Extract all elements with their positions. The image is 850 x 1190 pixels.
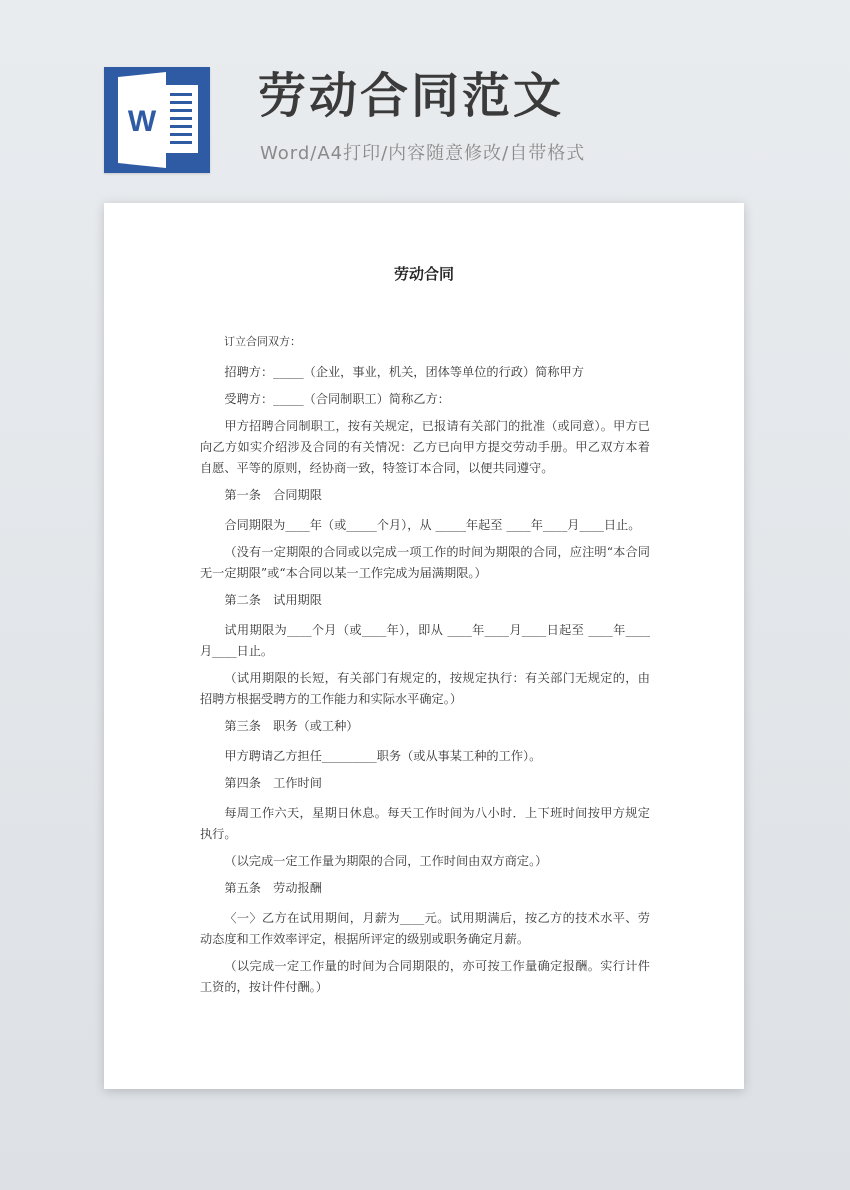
header-title: 劳动合同范文 (258, 68, 565, 124)
clause-heading-1: 第一条 合同期限 (224, 488, 322, 502)
clause-4-text: 每周工作六天，星期日休息。每天工作时间为八小时．上下班时间按甲方规定执行。 (200, 806, 650, 841)
document-page (104, 203, 744, 1089)
employee-line: 受聘方：_____（合同制职工）简称乙方： (224, 392, 450, 406)
document-body (200, 331, 650, 1004)
clause-5-text: 〈一〉乙方在试用期间，月薪为____元。试用期满后，按乙方的技术水平、劳动态度和工作效率评定，根据所评定的级别或职务确定月薪。 (200, 911, 650, 946)
clause-1-text: 合同期限为____年（或_____个月），从 _____年起至 ____年____月____日止。 (224, 518, 641, 532)
document-title: 劳动合同 (393, 265, 454, 283)
clause-heading-2: 第二条 试用期限 (224, 593, 322, 607)
word-icon-letter: W (127, 105, 157, 138)
clause-heading-5: 第五条 劳动报酬 (224, 881, 322, 895)
clause-heading-4: 第四条 工作时间 (224, 776, 322, 790)
clause-heading-3: 第三条 职务（或工种） (224, 719, 359, 733)
clause-5-note: （以完成一定工作量的时间为合同期限的，亦可按工作量确定报酬。实行计件工资的，按计件付酬。） (200, 959, 650, 994)
header-subtitle: Word/A4打印/内容随意修改/自带格式 (260, 143, 586, 164)
clause-2-note: （试用期限的长短，有关部门有规定的，按规定执行：有关部门无规定的，由招聘方根据受聘方的工作能力和实际水平确定。） (200, 671, 650, 706)
clause-3-text: 甲方聘请乙方担任_________职务（或从事某工种的工作）。 (224, 749, 542, 763)
employer-line: 招聘方：_____（企业，事业，机关，团体等单位的行政）简称甲方 (224, 365, 584, 379)
clause-1-note: （没有一定期限的合同或以完成一项工作的时间为期限的合同，应注明“本合同无一定期限”或“本合同以某一工作完成为届满期限。） (200, 545, 650, 580)
parties-intro: 订立合同双方： (224, 335, 301, 348)
clause-4-note: （以完成一定工作量为期限的合同，工作时间由双方商定。） (224, 854, 548, 868)
preamble-paragraph: 甲方招聘合同制职工，按有关规定，已报请有关部门的批准（或同意）。甲方已向乙方如实介绍涉及合同的有关情况：乙方已向甲方提交劳动手册。甲乙双方本着自愿、平等的原则，经协商一致，特签订本合同，以便共同遵守。 (200, 419, 650, 475)
word-app-icon (104, 67, 210, 173)
clause-2-text: 试用期限为____个月（或____年），即从 ____年____月____日起至 ____年____月____日止。 (200, 623, 650, 658)
